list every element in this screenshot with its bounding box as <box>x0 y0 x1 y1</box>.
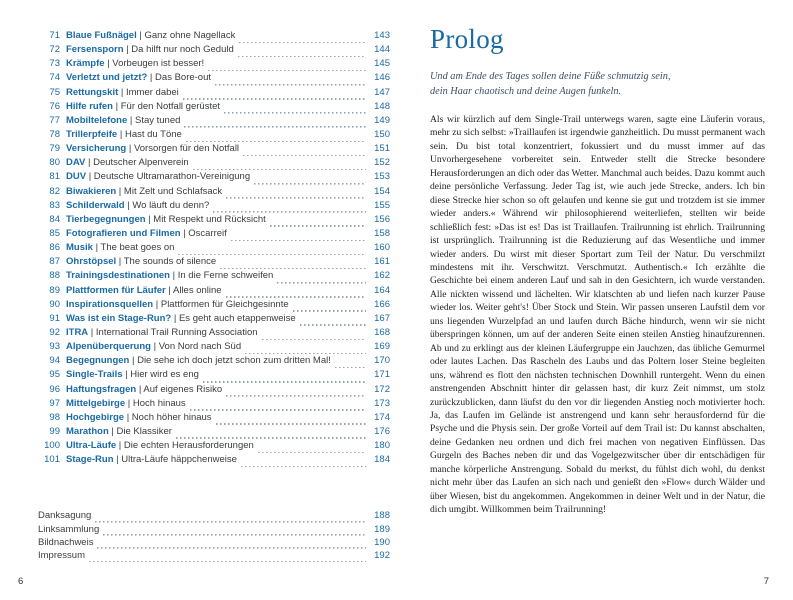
chapter-number: 80 <box>49 157 60 169</box>
toc-entry[interactable] <box>38 86 390 100</box>
dot-leader <box>254 175 366 185</box>
toc-list <box>38 29 390 467</box>
toc-entry[interactable] <box>38 199 390 213</box>
chapter-page-number: 144 <box>374 44 390 56</box>
chapter-page-number: 143 <box>374 30 390 41</box>
dot-leader <box>226 387 366 397</box>
page-number-left: 6 <box>18 576 24 587</box>
chapter-page-number: 160 <box>374 242 390 254</box>
chapter-term: Verletzt und jetzt? <box>66 72 148 84</box>
chapter-term: Single-Trails <box>66 369 123 381</box>
chapter-term: DUV <box>66 171 87 183</box>
chapter-page-number: 166 <box>374 298 390 310</box>
chapter-term: Mittelgebirge <box>66 397 126 409</box>
chapter-term: Ultra-Läufe <box>66 440 117 452</box>
chapter-description: | Vorsorgen für den Notfall <box>126 143 240 155</box>
chapter-page-number: 162 <box>374 270 390 282</box>
chapter-number: 96 <box>49 383 60 395</box>
chapter-page-number: 173 <box>374 397 390 409</box>
chapter-term: Mobiltelefone <box>66 114 128 126</box>
backmatter-list <box>38 509 390 562</box>
chapter-number: 99 <box>49 425 60 437</box>
chapter-page-number: 146 <box>374 72 390 84</box>
toc-entry[interactable] <box>38 57 390 71</box>
dot-leader <box>97 539 366 549</box>
chapter-term: DAV <box>66 157 86 169</box>
chapter-number: 71 <box>49 30 60 41</box>
toc-entry[interactable] <box>38 142 390 156</box>
dot-leader <box>245 344 366 354</box>
chapter-description: | The beat goes on <box>92 242 175 254</box>
chapter-number: 78 <box>49 128 60 140</box>
toc-entry[interactable] <box>38 269 390 283</box>
chapter-description: | International Trail Running Association <box>88 326 258 338</box>
chapter-description: | Mit Respekt und Rücksicht <box>145 213 266 225</box>
toc-entry[interactable] <box>38 156 390 170</box>
chapter-description: | Mit Zelt und Schlafsack <box>116 185 223 197</box>
chapter-description: | Die echten Herausforderungen <box>116 440 254 452</box>
chapter-number: 101 <box>44 454 60 466</box>
chapter-term: Alpenüberquerung <box>66 341 151 353</box>
toc-entry[interactable] <box>38 340 390 354</box>
dot-leader <box>215 76 366 86</box>
chapter-description: | In die Ferne schweifen <box>170 270 274 282</box>
chapter-number: 79 <box>49 143 60 155</box>
chapter-description: | Die sehe ich doch jetzt schon zum dritten Mal! <box>129 355 331 367</box>
dot-leader <box>190 401 366 411</box>
chapter-term: Fotografieren und Filmen <box>66 227 181 239</box>
toc-entry[interactable] <box>38 326 390 340</box>
chapter-page-number: 145 <box>374 58 390 70</box>
chapter-description: | Immer dabei <box>118 86 179 98</box>
prolog-page <box>396 0 793 600</box>
chapter-term: Inspirationsquellen <box>66 298 154 310</box>
chapter-number: 92 <box>49 326 60 338</box>
chapter-term: Begegnungen <box>66 355 130 367</box>
toc-entry[interactable] <box>38 170 390 184</box>
chapter-number: 83 <box>49 199 60 211</box>
epigraph <box>430 70 765 99</box>
backmatter-entry[interactable] <box>38 509 390 522</box>
toc-entry[interactable] <box>38 29 390 43</box>
chapter-number: 89 <box>49 284 60 296</box>
backmatter-page-number: 188 <box>374 510 390 522</box>
dot-leader <box>270 217 366 227</box>
toc-entry[interactable] <box>38 100 390 114</box>
dot-leader <box>220 259 366 269</box>
dot-leader <box>184 118 366 128</box>
backmatter-page-number: 190 <box>374 536 390 548</box>
chapter-number: 77 <box>49 114 60 126</box>
chapter-description: | Deutsche Ultramarathon-Vereinigung <box>86 171 251 183</box>
chapter-description: | Das Bore-out <box>147 72 212 84</box>
dot-leader <box>203 373 366 383</box>
toc-entry[interactable] <box>38 213 390 227</box>
chapter-number: 72 <box>49 44 60 56</box>
chapter-term: Ohrstöpsel <box>66 256 117 268</box>
chapter-description: | Hoch hinaus <box>125 397 186 409</box>
chapter-number: 100 <box>44 440 60 452</box>
chapter-description: | Alles online <box>165 284 222 296</box>
chapter-description: | Plattformen für Gleichgesinnte <box>153 298 289 310</box>
toc-entry[interactable] <box>38 43 390 57</box>
toc-entry[interactable] <box>38 439 390 453</box>
backmatter-entry[interactable] <box>38 536 390 549</box>
chapter-description: | Ganz ohne Nagellack <box>136 30 236 41</box>
chapter-description: | Da hilft nur noch Geduld <box>123 44 234 56</box>
chapter-page-number: 180 <box>374 440 390 452</box>
chapter-term: Musik <box>66 242 93 254</box>
chapter-number: 73 <box>49 58 60 70</box>
dot-leader <box>224 104 366 114</box>
toc-entry[interactable] <box>38 383 390 397</box>
dot-leader <box>226 288 366 298</box>
toc-entry[interactable] <box>38 312 390 326</box>
toc-page <box>0 0 396 600</box>
dot-leader <box>258 443 366 453</box>
chapter-page-number: 169 <box>374 341 390 353</box>
dot-leader <box>193 160 366 170</box>
dot-leader <box>178 245 366 255</box>
chapter-description: | Für den Notfall gerüstet <box>112 100 221 112</box>
chapter-description: | Die Klassiker <box>108 425 172 437</box>
chapter-number: 91 <box>49 312 60 324</box>
dot-leader <box>95 513 366 523</box>
dot-leader <box>186 132 366 142</box>
dot-leader <box>243 146 366 156</box>
chapter-description: | Auf eigenes Risiko <box>136 383 223 395</box>
chapter-page-number: 158 <box>374 227 390 239</box>
chapter-description: | Vorbeugen ist besser! <box>104 58 205 70</box>
chapter-term: Schilderwald <box>66 199 125 211</box>
dot-leader <box>216 415 366 425</box>
chapter-term: Plattformen für Läufer <box>66 284 166 296</box>
backmatter-page-number: 192 <box>374 549 390 561</box>
epigraph-line-1: Und am Ende des Tages sollen deine Füße schmutzig sein, <box>430 71 671 82</box>
chapter-number: 74 <box>49 72 60 84</box>
chapter-page-number: 171 <box>374 369 390 381</box>
chapter-page-number: 149 <box>374 114 390 126</box>
chapter-page-number: 152 <box>374 157 390 169</box>
dot-leader <box>231 231 366 241</box>
backmatter-term: Bildnachweis <box>38 536 94 548</box>
chapter-page-number: 151 <box>374 143 390 155</box>
dot-leader <box>293 302 366 312</box>
chapter-page-number: 150 <box>374 128 390 140</box>
dot-leader <box>183 90 366 100</box>
chapter-page-number: 174 <box>374 411 390 423</box>
dot-leader <box>277 274 366 284</box>
chapter-page-number: 154 <box>374 185 390 197</box>
toc-entry[interactable] <box>38 453 390 467</box>
dot-leader <box>238 47 366 57</box>
chapter-number: 98 <box>49 411 60 423</box>
toc-entry[interactable] <box>38 298 390 312</box>
epigraph-line-2: dein Haar chaotisch und deine Augen funkeln. <box>430 85 622 97</box>
backmatter-term: Danksagung <box>38 510 92 522</box>
backmatter-term: Impressum <box>38 549 85 561</box>
backmatter-term: Linksammlung <box>38 523 100 535</box>
chapter-number: 93 <box>49 341 60 353</box>
chapter-page-number: 167 <box>374 312 390 324</box>
toc-entry[interactable] <box>38 411 390 425</box>
chapter-description: | Noch höher hinaus <box>124 411 212 423</box>
chapter-number: 97 <box>49 397 60 409</box>
chapter-term: Stage-Run <box>66 454 114 466</box>
chapter-term: Haftungsfragen <box>66 383 137 395</box>
dot-leader <box>103 526 366 536</box>
chapter-term: Fersensporn <box>66 44 124 56</box>
toc-entry[interactable] <box>38 241 390 255</box>
chapter-description: | Wo läuft du denn? <box>124 199 210 211</box>
chapter-description: | The sounds of silence <box>116 256 217 268</box>
chapter-term: Was ist ein Stage-Run? <box>66 312 172 324</box>
dot-leader <box>262 330 366 340</box>
chapter-description: | Es geht auch etappenweise <box>171 312 296 324</box>
chapter-number: 76 <box>49 100 60 112</box>
chapter-page-number: 147 <box>374 86 390 98</box>
chapter-page-number: 153 <box>374 171 390 183</box>
chapter-page-number: 161 <box>374 256 390 268</box>
dot-leader <box>241 457 366 467</box>
dot-leader <box>208 61 366 71</box>
chapter-term: Tierbegegnungen <box>66 213 146 225</box>
chapter-title: Prolog <box>430 24 504 54</box>
chapter-number: 84 <box>49 213 60 225</box>
chapter-page-number: 156 <box>374 213 390 225</box>
chapter-page-number: 170 <box>374 355 390 367</box>
page-number-right: 7 <box>763 576 769 587</box>
chapter-term: Krämpfe <box>66 58 105 70</box>
toc-entry[interactable] <box>38 71 390 85</box>
chapter-number: 94 <box>49 355 60 367</box>
chapter-term: Hochgebirge <box>66 411 125 423</box>
dot-leader <box>226 189 366 199</box>
chapter-term: Rettungskit <box>66 86 119 98</box>
chapter-number: 82 <box>49 185 60 197</box>
toc-entry[interactable] <box>38 354 390 368</box>
chapter-number: 95 <box>49 369 60 381</box>
chapter-number: 75 <box>49 86 60 98</box>
dot-leader <box>335 358 366 368</box>
dot-leader <box>176 429 366 439</box>
toc-entry[interactable] <box>38 227 390 241</box>
chapter-description: | Ultra-Läufe häppchenweise <box>113 454 237 466</box>
chapter-description: | Hast du Töne <box>117 128 182 140</box>
chapter-page-number: 155 <box>374 199 390 211</box>
dot-leader <box>300 316 366 326</box>
chapter-number: 81 <box>49 171 60 183</box>
chapter-number: 87 <box>49 256 60 268</box>
chapter-page-number: 172 <box>374 383 390 395</box>
chapter-term: Hilfe rufen <box>66 100 113 112</box>
chapter-page-number: 164 <box>374 284 390 296</box>
chapter-description: | Stay tuned <box>127 114 181 126</box>
chapter-page-number: 184 <box>374 454 390 466</box>
toc-entry[interactable] <box>38 128 390 142</box>
backmatter-page-number: 189 <box>374 523 390 535</box>
chapter-term: Trainingsdestinationen <box>66 270 170 282</box>
toc-entry[interactable] <box>38 368 390 382</box>
toc-entry[interactable] <box>38 284 390 298</box>
chapter-number: 88 <box>49 270 60 282</box>
chapter-number: 90 <box>49 298 60 310</box>
chapter-page-number: 168 <box>374 326 390 338</box>
body-text: Als wir kürzlich auf dem Single-Trail unterwegs waren, sagte eine Läuferin voraus, mehr zu sich selbst: »Traillaufen ist irgendwie ganzheitlich. Du musst permanent wach sein. Du bist total konzentriert, fokussiert und du musst immer auf das Unvorhergesehene vorbereitet sein. Entweder stellt die Strecke besondere Herausforderungen an dich oder das Wetter. Manchmal auch beides. Dazu kommt auch deine persönliche Verfassung. Jeder Tag ist, wie auch jede Strecke, anders. Ich bin diese Strecke hier schon so oft gelaufen und kenne sie gut und trotzdem ist sie immer wieder anders.« Während wir philosophierend weiterliefen, stellten wir beide schließlich fest: »Das ist es! Das ist Traillaufen. Trailrunning ist ehrlich. Trailrunning ist ursprünglich. Trailrunning ist die Reduzierung auf das Wesentliche und immer wieder anders. Du wirst mit dieser Sportart zum Teil der Natur. Du verschmilzt mindestens mit ihr. Verschwitzt. Verschmutzt. Authentisch.« Ich erzählte die Geschichte bei einem anderen Lauf und sah in den Gesichtern, ich wurde verstanden. Alle nickten wissend und lächelten. Wir klatschten ab und liefen nach kurzer Pause wieder los. Weiter geht's! Über Stock und Stein. Wir passen unseren Laufstil dem vor uns liegenden Wurzelpfad an und laufen durch Bäche hindurch, wenn wir sie nicht überspringen können, um auf der anderen Seite einen steilen Anstieg hinaufzurennen. Ab und zu erklingt aus der kleinen Läufergruppe ein Jauchzen, das übliche Gemurmel oder lautes Lachen. Das Rascheln des Laubs und das Poltern loser Steine begleiten uns, während es flott den nächsten technischen Downhill runtergeht. Wenn du einen anstrengenden Abschnitt hinter dir gelassen hast, dir kurz Zeit nimmst, um stolz zurückzublicken, dann läufst du den vor dir liegenden Anstieg noch motivierter hoch. Ja, das Laufen im Gelände ist anstrengend und kann sehr herausfordernd für die Psyche und die Physis sein. Der große Vorteil auf dem Trail ist: Du kannst abschalten, deine Gedanken neu ordnen und dich frei machen von negativen Einflüssen. Das Gurgeln des Baches neben dir und das Vogelgezwitscher über dir entschädigen für manche körperliche Anstrengung. Sobald du merkst, du fühlst dich wohl, du denkst nicht mehr über das Laufen an sich nach und genießt den »Flow« durch Wälder und über Wiesen, bist du angekommen. Angekommen in deiner Welt und in der Natur, die dich umgibt. Willkommen beim Trailrunning! <box>430 114 765 516</box>
chapter-term: ITRA <box>66 326 89 338</box>
toc-entry[interactable] <box>38 185 390 199</box>
chapter-description: | Deutscher Alpenverein <box>85 157 189 169</box>
chapter-description: | Hier wird es eng <box>122 369 199 381</box>
toc-entry[interactable] <box>38 425 390 439</box>
backmatter-entry[interactable] <box>38 523 390 536</box>
chapter-description: | Oscarreif <box>180 227 227 239</box>
chapter-description: | Von Nord nach Süd <box>150 341 242 353</box>
dot-leader <box>213 203 366 213</box>
dot-leader <box>89 552 366 562</box>
chapter-term: Trillerpfeife <box>66 128 118 140</box>
backmatter-entry[interactable] <box>38 549 390 562</box>
chapter-number: 86 <box>49 242 60 254</box>
chapter-term: Biwakieren <box>66 185 117 197</box>
chapter-term: Marathon <box>66 425 109 437</box>
chapter-page-number: 148 <box>374 100 390 112</box>
toc-entry[interactable] <box>38 255 390 269</box>
toc-entry[interactable] <box>38 114 390 128</box>
chapter-term: Blaue Fußnägel <box>66 30 137 41</box>
toc-entry[interactable] <box>38 397 390 411</box>
chapter-page-number: 176 <box>374 425 390 437</box>
chapter-number: 85 <box>49 227 60 239</box>
chapter-term: Versicherung <box>66 143 127 155</box>
dot-leader <box>239 33 366 43</box>
